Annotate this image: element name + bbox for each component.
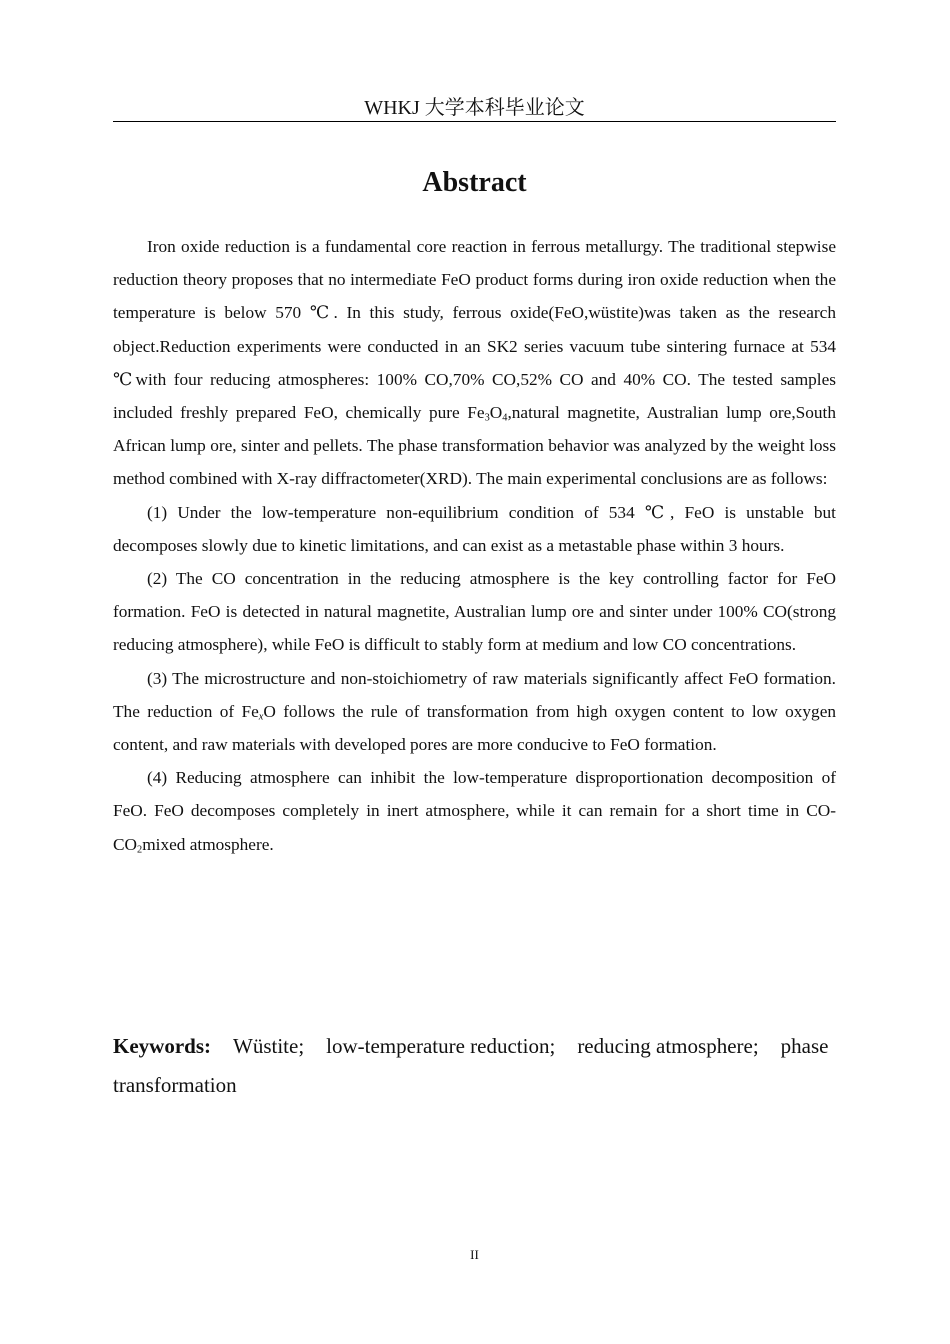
running-header: WHKJ 大学本科毕业论文: [364, 97, 585, 119]
conclusion-3: (3) The microstructure and non-stoichiometry of raw materials significantly affect FeO formation. The reduction of $Fe_xO$ follows the rule of transformation from high oxygen content to low oxygen content, and raw materials with developed pores are more conducive to FeO formation.: [113, 668, 836, 755]
keyword-item: phase transformation: [113, 1034, 829, 1097]
subscript: 2: [137, 844, 143, 856]
keyword-item: reducing atmosphere;: [577, 1034, 759, 1058]
keywords-line: [113, 1027, 836, 1105]
subscript: x: [258, 711, 264, 723]
conclusion-1: (1) Under the low-temperature non-equilibrium condition of 534 ℃, FeO is unstable but decomposes slowly due to kinetic limitations, and can exist as a metastable phase within 3 hours.: [113, 502, 836, 555]
keywords-label: Keywords:: [113, 1034, 211, 1058]
page-title: Abstract: [422, 167, 527, 198]
subscript: 4: [502, 412, 508, 424]
keyword-item: low-temperature reduction;: [326, 1034, 556, 1058]
subscript: 3: [484, 412, 490, 424]
keyword-item: Wüstite;: [233, 1034, 305, 1058]
conclusion-4: (4) Reducing atmosphere can inhibit the low-temperature disproportionation decomposition of FeO. FeO decomposes completely in inert atmosphere, while it can remain for a short time in $CO-CO_2mixed$ atmosphere.: [113, 768, 836, 856]
header-divider: [113, 121, 836, 122]
abstract-body: [113, 230, 836, 861]
page-number: II: [470, 1247, 479, 1262]
conclusion-2: (2) The CO concentration in the reducing atmosphere is the key controlling factor for FeO formation. FeO is detected in natural magnetite, Australian lump ore and sinter under 100% CO(strong reducing atmosphere), while FeO is difficult to stably form at medium and low CO concentrations.: [113, 569, 836, 655]
abstract-paragraph-intro: Iron oxide reduction is a fundamental core reaction in ferrous metallurgy. The traditional stepwise reduction theory proposes that no intermediate FeO product forms during iron oxide reduction when the temperature is below 570 ℃. In this study, ferrous oxide(FeO,wüstite)was taken as the research object.Reduction experiments were conducted in an SK2 series vacuum tube sintering furnace at 534 ℃with four reducing atmospheres: 100% CO,70% CO,52% CO and 40% CO. The tested samples included freshly prepared FeO, chemically pure $Fe_3O_4,natural$ magnetite, Australian lump ore,South African lump ore, sinter and pellets. The phase transformation behavior was analyzed by the weight loss method combined with X-ray diffractometer(XRD). The main experimental conclusions are as follows:: [113, 237, 836, 489]
